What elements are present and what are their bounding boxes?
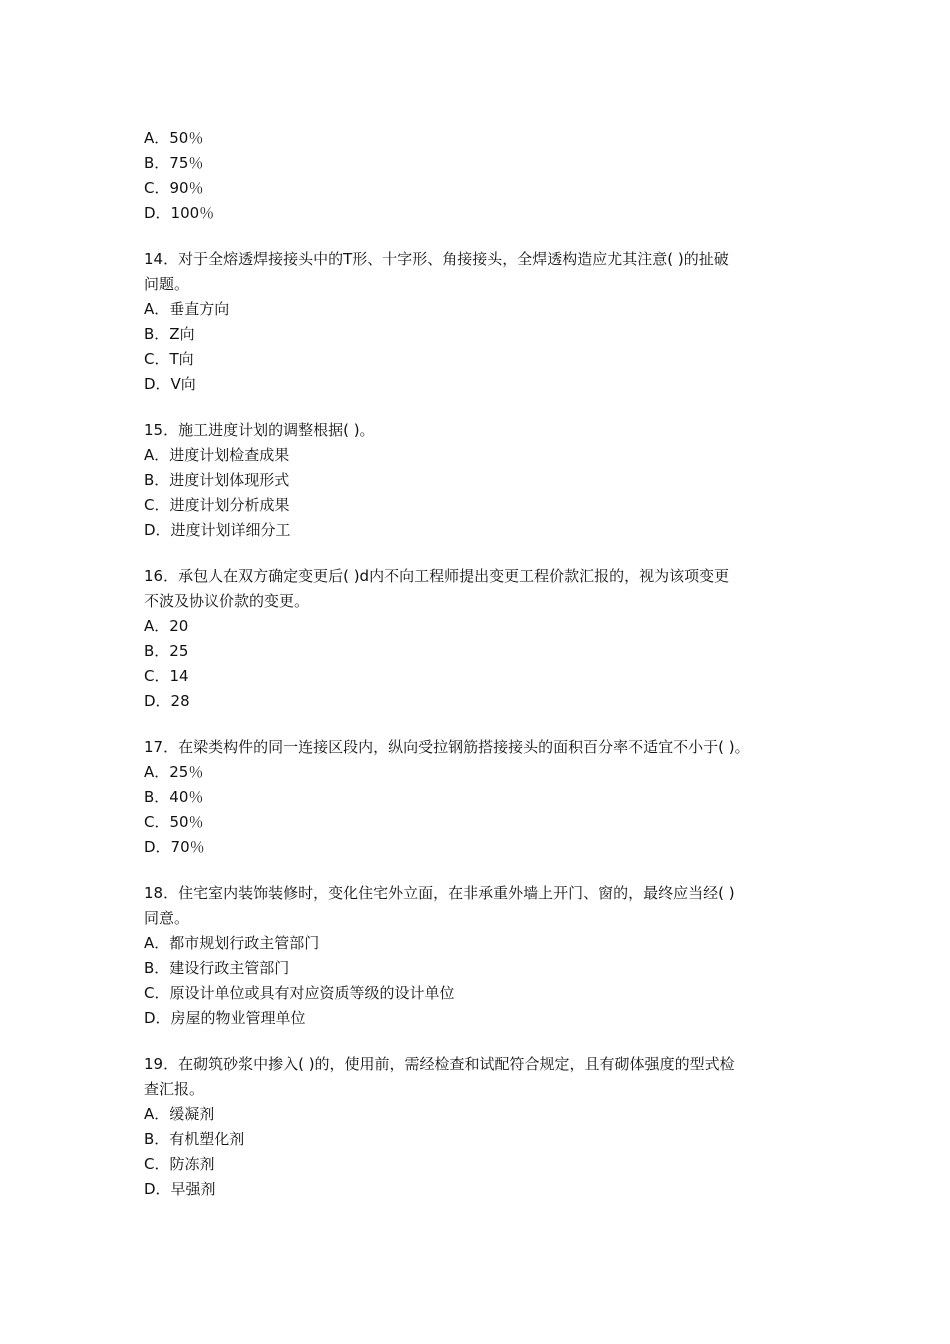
- question-stem: 18．住宅室内装饰装修时，变化住宅外立面，在非承重外墙上开门、窗的，最终应当经( ): [144, 884, 735, 902]
- option-d: D．100％: [144, 204, 215, 222]
- option-d: D．进度计划详细分工: [144, 521, 291, 539]
- option-d: D．早强剂: [144, 1180, 216, 1198]
- option-c: C．进度计划分析成果: [144, 496, 290, 514]
- option-c: C．防冻剂: [144, 1155, 215, 1173]
- question-stem: 15．施工进度计划的调整根据( )。: [144, 421, 375, 439]
- document-page: [144, 126, 824, 1202]
- question-stem: 查汇报。: [144, 1080, 205, 1098]
- option-b: B．建设行政主管部门: [144, 959, 290, 977]
- option-a: A．25％: [144, 763, 204, 781]
- question-14: [144, 247, 824, 397]
- option-b: B．40％: [144, 788, 204, 806]
- option-c: C．14: [144, 667, 189, 685]
- option-b: B．有机塑化剂: [144, 1130, 245, 1148]
- option-d: D．70％: [144, 838, 205, 856]
- question-stem: 不波及协议价款的变更。: [144, 592, 310, 610]
- option-a: A．都市规划行政主管部门: [144, 934, 320, 952]
- question-18: [144, 881, 824, 1031]
- question-stem: 16．承包人在双方确定变更后( )d内不向工程师提出变更工程价款汇报的，视为该项变更: [144, 567, 730, 585]
- option-d: D．房屋的物业管理单位: [144, 1009, 306, 1027]
- option-c: C．50％: [144, 813, 204, 831]
- option-b: B．进度计划体现形式: [144, 471, 290, 489]
- option-c: C．T向: [144, 350, 194, 368]
- option-c: C．90％: [144, 179, 204, 197]
- question-15: [144, 418, 824, 543]
- question-17: [144, 735, 824, 860]
- option-a: A．50％: [144, 129, 204, 147]
- option-a: A．垂直方向: [144, 300, 230, 318]
- option-b: B．25: [144, 642, 189, 660]
- option-b: B．75％: [144, 154, 204, 172]
- option-a: A．进度计划检查成果: [144, 446, 290, 464]
- question-stem: 19．在砌筑砂浆中掺入( )的，使用前，需经检查和试配符合规定，且有砌体强度的型式检: [144, 1055, 735, 1073]
- question-13-options: [144, 126, 824, 226]
- question-19: [144, 1052, 824, 1202]
- question-stem: 问题。: [144, 275, 190, 293]
- option-c: C．原设计单位或具有对应资质等级的设计单位: [144, 984, 455, 1002]
- question-stem: 14．对于全熔透焊接接头中的T形、十字形、角接接头，全焊透构造应尤其注意( )的扯破: [144, 250, 729, 268]
- option-d: D．V向: [144, 375, 196, 393]
- option-a: A．缓凝剂: [144, 1105, 215, 1123]
- option-a: A．20: [144, 617, 189, 635]
- question-16: [144, 564, 824, 714]
- option-b: B．Z向: [144, 325, 195, 343]
- question-stem: 同意。: [144, 909, 190, 927]
- question-stem: 17．在梁类构件的同一连接区段内，纵向受拉钢筋搭接接头的面积百分率不适宜不小于( )。: [144, 738, 750, 756]
- option-d: D．28: [144, 692, 190, 710]
